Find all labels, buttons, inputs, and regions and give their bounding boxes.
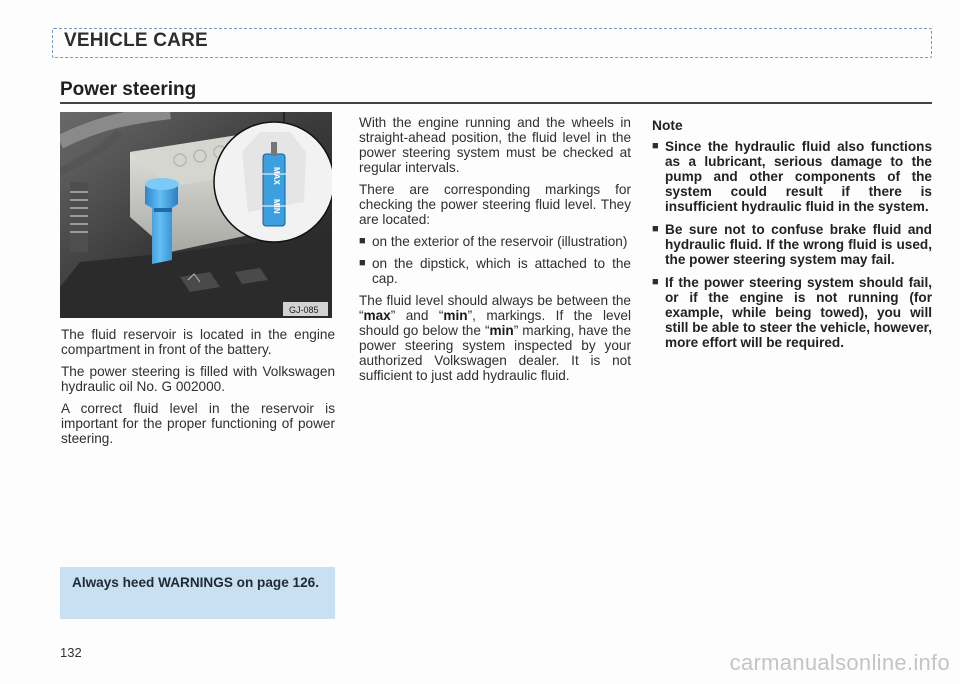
paragraph-hydraulic-oil: The power steering is filled with Volkswagen hydraulic oil No. G 002000. (61, 364, 335, 394)
paragraph-check-intervals: With the engine running and the wheels in straight-ahead position, the fluid level in the power steering system must be checked at regular intervals. (359, 115, 631, 175)
bullet-marker: ■ (359, 257, 366, 269)
bullet-marker: ■ (359, 235, 366, 247)
svg-text:MIN: MIN (272, 199, 281, 214)
svg-text:MAX: MAX (272, 167, 281, 185)
column-middle (359, 115, 631, 390)
note-bullet-brake-fluid: ■ Be sure not to confuse brake fluid and hydraulic fluid. If the wrong fluid is used, the power steering system may fail. (652, 222, 932, 267)
note-bullet-lubricant: ■ Since the hydraulic fluid also functions as a lubricant, serious damage to the pump and other components of the system could result if there is insufficient hydraulic fluid in the system. (652, 139, 932, 214)
note-title: Note (652, 118, 683, 133)
section-title: Power steering (60, 79, 197, 100)
dipstick-max-label (272, 167, 281, 185)
figure-code: GJ-085 (289, 305, 319, 315)
paragraph-min-max: The fluid level should always be between the “max” and “min”, markings. If the level should go below the “min” marking, have the power steering system inspected by your authorized Volkswagen dealer. It is not sufficient to just add hydraulic fluid. (359, 293, 632, 383)
note-bullet-steering-failure: ■ If the power steering system should fail, or if the engine is not running (for example, while being towed), you will still be able to steer the vehicle, however, more effort will be required. (652, 275, 932, 350)
paragraph-reservoir-location: The fluid reservoir is located in the engine compartment in front of the battery. (61, 327, 335, 357)
warning-box: Always heed WARNINGS on page 126. (60, 567, 335, 619)
dipstick-min-label (272, 199, 281, 214)
page-number: 132 (60, 645, 82, 660)
column-note (652, 118, 932, 358)
bullet-dipstick: ■ on the dipstick, which is attached to the cap. (359, 256, 631, 286)
column-left (61, 327, 335, 453)
header-title: VEHICLE CARE (64, 30, 208, 51)
watermark: carmanualsonline.info (729, 650, 950, 675)
section-rule (60, 102, 932, 104)
power-steering-illustration (60, 112, 332, 318)
paragraph-fluid-level-importance: A correct fluid level in the reservoir is important for the proper functioning of power steering. (61, 401, 335, 446)
bullet-marker: ■ (652, 223, 659, 235)
bullet-marker: ■ (652, 276, 659, 288)
paragraph-markings: There are corresponding markings for checking the power steering fluid level. They are located: (359, 182, 631, 227)
bullet-marker: ■ (652, 140, 659, 152)
bullet-reservoir-exterior: ■ on the exterior of the reservoir (illustration) (359, 234, 628, 249)
